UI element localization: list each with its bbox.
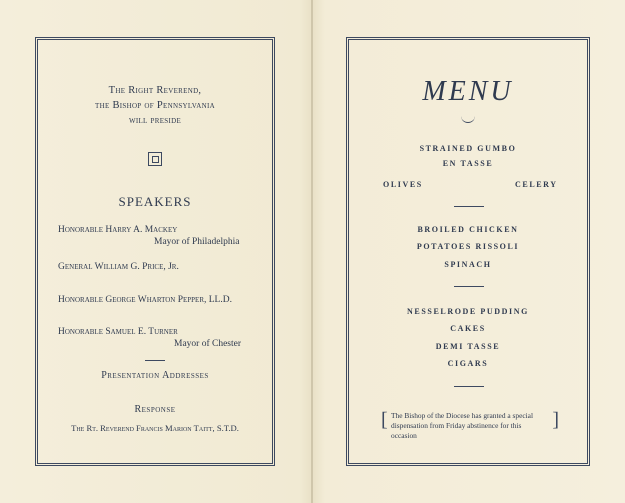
speaker-title-4: Mayor of Chester: [174, 339, 242, 349]
speaker-title-1: Mayor of Philadelphia: [154, 237, 240, 247]
course2-line-1: BROILED CHICKEN: [417, 225, 519, 234]
course3-line-1: NESSELRODE PUDDING: [407, 307, 529, 316]
speakers-heading: SPEAKERS: [118, 194, 192, 209]
menu-panel: [346, 37, 590, 466]
presider-line-2: the Bishop of Pennsylvania: [95, 100, 215, 111]
divider: [454, 386, 484, 387]
speaker-name-4: Honorable Samuel E. Turner: [58, 327, 178, 337]
fold-crease: [311, 0, 313, 503]
course1-line-1: STRAINED GUMBO: [419, 144, 517, 153]
presider-line-1: The Right Reverend,: [108, 85, 202, 96]
menu-title: MENU: [422, 76, 514, 107]
divider: [145, 360, 165, 361]
square-ornament-icon: [148, 152, 162, 166]
presider-line-3: will preside: [128, 115, 182, 126]
response-speaker: The Rt. Reverend Francis Marion Taitt, S.T.D.: [71, 423, 239, 433]
course1-line-2: EN TASSE: [442, 159, 494, 168]
dispensation-note: [ The Bishop of the Diocese has granted a special dispensation from Friday abstinence for this occasion ]: [385, 411, 553, 441]
course2-line-3: SPINACH: [444, 260, 492, 269]
course3-line-2: CAKES: [450, 324, 486, 333]
speaker-name-1: Honorable Harry A. Mackey: [58, 225, 178, 235]
program-panel: [35, 37, 275, 466]
side-celery: CELERY: [515, 180, 558, 189]
response-heading: Response: [134, 404, 176, 415]
speaker-name-3: Honorable George Wharton Pepper, LL.D.: [58, 295, 232, 305]
course2-line-2: POTATOES RISSOLI: [416, 242, 520, 251]
side-olives: OLIVES: [383, 180, 423, 189]
divider: [454, 286, 484, 287]
swash-ornament-icon: [461, 116, 475, 123]
course3-line-4: CIGARS: [447, 359, 489, 368]
presentation-heading: Presentation Addresses: [101, 370, 209, 381]
course3-line-3: DEMI TASSE: [435, 342, 501, 351]
divider: [454, 206, 484, 207]
speaker-name-2: General William G. Price, Jr.: [58, 262, 179, 272]
